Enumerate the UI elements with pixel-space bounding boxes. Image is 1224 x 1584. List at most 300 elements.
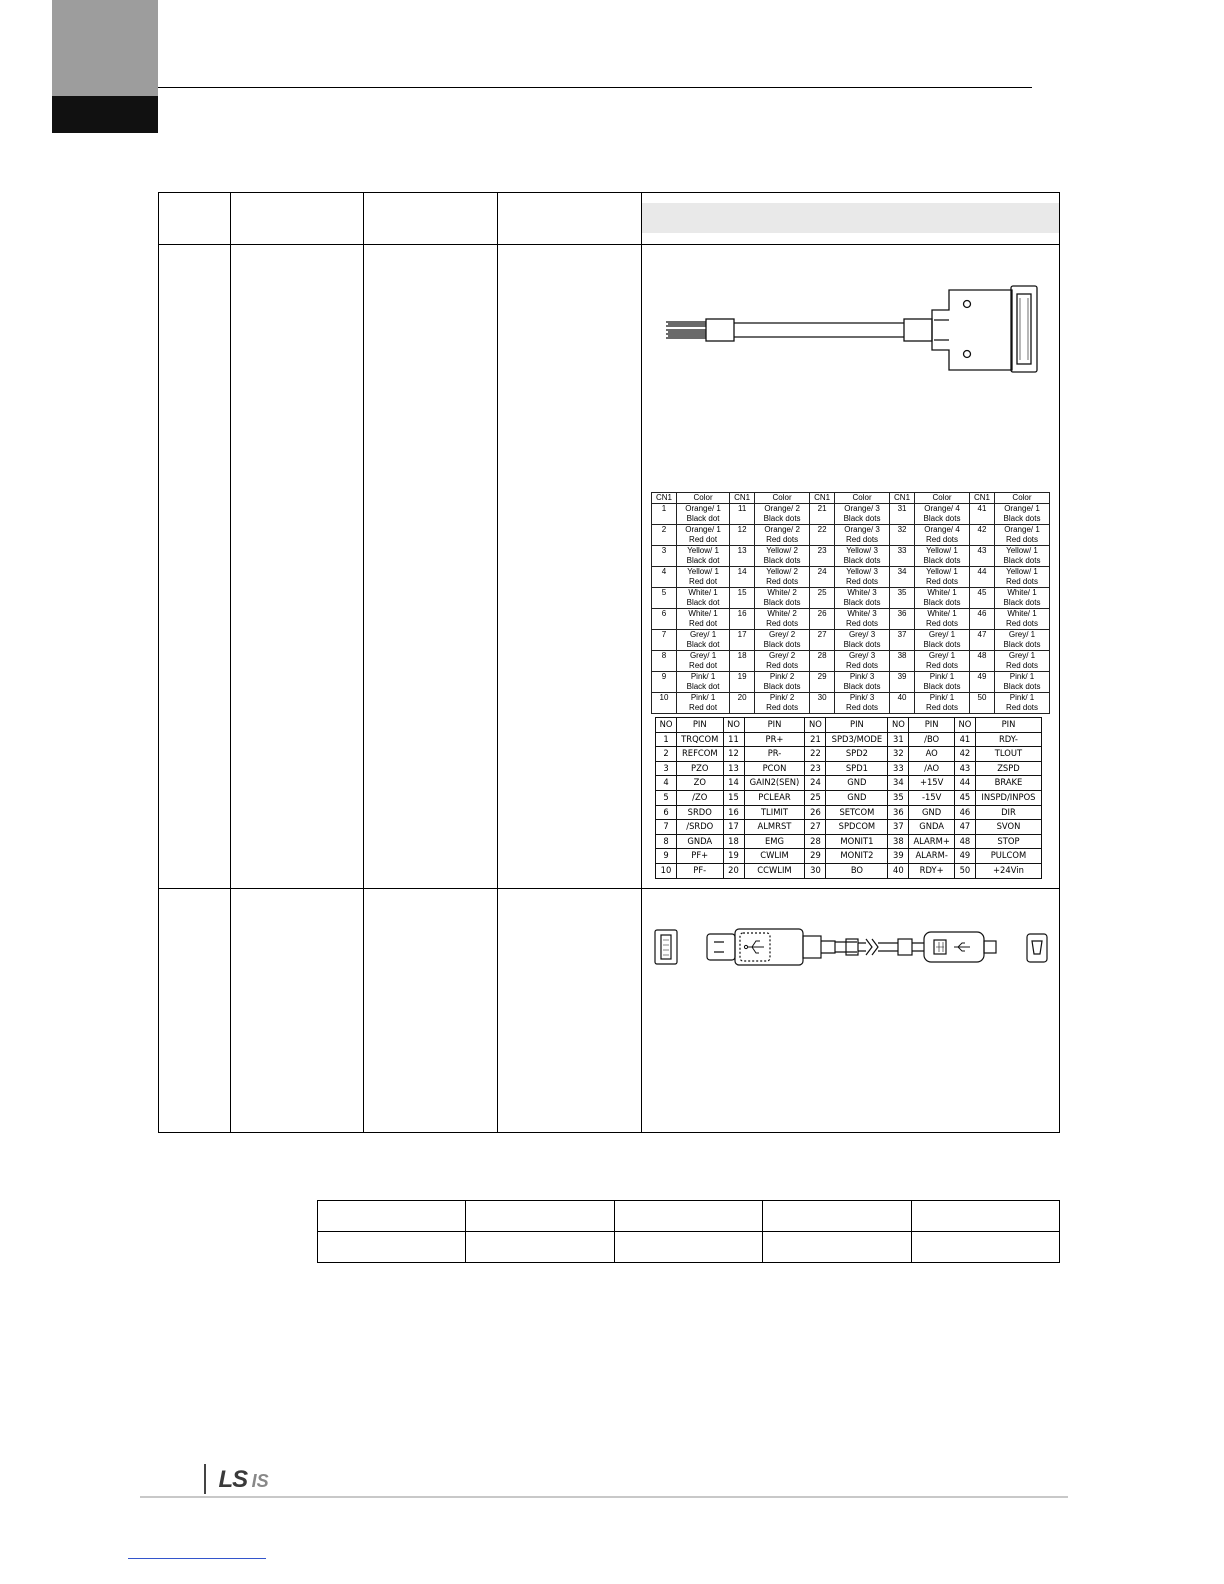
- color-name: Pink/ 2: [769, 693, 795, 702]
- pin-signal: SVON: [975, 820, 1041, 835]
- pin-number: 16: [730, 609, 755, 630]
- pin-number: 11: [730, 504, 755, 525]
- wire-color: [915, 546, 970, 567]
- pin-number: 22: [810, 525, 835, 546]
- pin-number: 3: [656, 761, 677, 776]
- logo-sub: IS: [251, 1471, 269, 1491]
- table-cell: [318, 1201, 466, 1232]
- pin-number: 25: [810, 588, 835, 609]
- pin-number: 23: [810, 546, 835, 567]
- table-cell: [318, 1232, 466, 1263]
- dot-marking: Red dots: [1005, 535, 1038, 544]
- pin-signal: GAIN2(SEN): [744, 776, 805, 791]
- pin-signal: -15V: [909, 790, 955, 805]
- pin-number: 9: [656, 849, 677, 864]
- column-header: Color: [677, 493, 730, 504]
- table-cell: [614, 1201, 762, 1232]
- table-row: [652, 672, 1050, 693]
- table-row: [656, 834, 1042, 849]
- pin-number: 18: [723, 834, 744, 849]
- pin-number: 34: [888, 776, 909, 791]
- column-header: Color: [835, 493, 890, 504]
- usb-icon: [744, 941, 764, 953]
- color-name: Pink/ 1: [690, 672, 716, 681]
- pin-signal: PCON: [744, 761, 805, 776]
- logo-main: LS: [218, 1466, 248, 1493]
- table-row: [652, 546, 1050, 567]
- wire-color: [915, 588, 970, 609]
- dot-marking: Red dots: [766, 619, 799, 628]
- wire-color: [915, 609, 970, 630]
- wire-color: [755, 672, 810, 693]
- dot-marking: Black dots: [923, 598, 961, 607]
- wire-color: [677, 525, 730, 546]
- column-header: CN1: [730, 493, 755, 504]
- color-name: Grey/ 2: [768, 651, 796, 660]
- column-divider: [641, 193, 642, 1132]
- wire-color: [994, 672, 1049, 693]
- pin-number: 50: [954, 863, 975, 878]
- pin-number: 38: [890, 651, 915, 672]
- pin-number: 19: [730, 672, 755, 693]
- pin-signal: PZO: [677, 761, 724, 776]
- wire-color: [677, 651, 730, 672]
- color-name: Grey/ 1: [1008, 651, 1036, 660]
- pin-number: 2: [652, 525, 677, 546]
- wire-color: [915, 651, 970, 672]
- table-cell: [466, 1232, 614, 1263]
- pin-signal: /AO: [909, 761, 955, 776]
- pin-number: 12: [723, 747, 744, 762]
- pin-number: 40: [890, 693, 915, 714]
- wire-color: [994, 693, 1049, 714]
- wire-color-table: [651, 492, 1050, 714]
- pin-number: 8: [656, 834, 677, 849]
- dot-marking: Red dot: [689, 619, 718, 628]
- dot-marking: Black dot: [686, 514, 720, 523]
- pin-signal: BO: [826, 863, 888, 878]
- pin-number: 40: [888, 863, 909, 878]
- table-row: [652, 504, 1050, 525]
- wire-color: [915, 504, 970, 525]
- column-header: PIN: [677, 718, 724, 733]
- table-row: [656, 747, 1042, 762]
- pin-number: 7: [656, 820, 677, 835]
- wire-color: [835, 546, 890, 567]
- pin-number: 27: [810, 630, 835, 651]
- usb-cable-drawing: [652, 926, 1052, 968]
- color-name: Grey/ 2: [768, 630, 796, 639]
- pin-number: 15: [730, 588, 755, 609]
- column-header: CN1: [969, 493, 994, 504]
- dot-marking: Red dots: [766, 577, 799, 586]
- wire-color: [835, 609, 890, 630]
- pin-number: 33: [888, 761, 909, 776]
- dot-marking: Red dots: [846, 703, 879, 712]
- column-header: Color: [755, 493, 810, 504]
- pin-number: 3: [652, 546, 677, 567]
- column-header: CN1: [810, 493, 835, 504]
- pin-signal: ALARM-: [909, 849, 955, 864]
- dot-marking: Red dots: [1005, 703, 1038, 712]
- table-cell: [911, 1201, 1059, 1232]
- dot-marking: Black dots: [843, 514, 881, 523]
- dot-marking: Red dots: [766, 661, 799, 670]
- pin-number: 21: [810, 504, 835, 525]
- pin-number: 48: [969, 651, 994, 672]
- color-name: Grey/ 1: [928, 651, 956, 660]
- column-header: Color: [915, 493, 970, 504]
- pin-number: 50: [969, 693, 994, 714]
- pin-number: 45: [969, 588, 994, 609]
- wire-color: [755, 630, 810, 651]
- dot-marking: Black dots: [763, 556, 801, 565]
- table-row: [652, 567, 1050, 588]
- pin-number: 6: [652, 609, 677, 630]
- wire-color: [677, 546, 730, 567]
- color-name: Pink/ 1: [1009, 693, 1035, 702]
- dot-marking: Black dots: [1003, 556, 1041, 565]
- dot-marking: Red dots: [925, 577, 959, 586]
- chapter-tab: [52, 0, 158, 96]
- column-header: PIN: [975, 718, 1041, 733]
- pin-number: 28: [805, 834, 826, 849]
- pin-signal: SPD3/MODE: [826, 732, 888, 747]
- wire-color: [835, 630, 890, 651]
- table-header-row: [656, 718, 1042, 733]
- color-name: Orange/ 1: [685, 525, 721, 534]
- color-name: Grey/ 3: [848, 651, 876, 660]
- pin-number: 43: [969, 546, 994, 567]
- pin-number: 26: [810, 609, 835, 630]
- wire-color: [677, 630, 730, 651]
- table-row: [656, 863, 1042, 878]
- dot-marking: Red dots: [846, 661, 879, 670]
- table-row: [656, 820, 1042, 835]
- color-name: Grey/ 1: [689, 630, 717, 639]
- table-row: [656, 776, 1042, 791]
- pin-signal: RDY-: [975, 732, 1041, 747]
- pin-number: 24: [805, 776, 826, 791]
- table-row: [656, 849, 1042, 864]
- dot-marking: Red dot: [689, 661, 718, 670]
- dot-marking: Black dots: [843, 682, 881, 691]
- pin-signal: GNDA: [909, 820, 955, 835]
- pin-signal: ALMRST: [744, 820, 805, 835]
- pin-number: 29: [805, 849, 826, 864]
- pin-number: 9: [652, 672, 677, 693]
- dot-marking: Black dots: [1003, 640, 1041, 649]
- wire-color: [915, 525, 970, 546]
- wire-color: [677, 588, 730, 609]
- color-name: Yellow/ 1: [926, 567, 958, 576]
- table-cell: [466, 1201, 614, 1232]
- column-header: PIN: [826, 718, 888, 733]
- pin-number: 24: [810, 567, 835, 588]
- pin-number: 32: [888, 747, 909, 762]
- pin-number: 41: [969, 504, 994, 525]
- dot-marking: Black dots: [843, 598, 881, 607]
- dot-marking: Black dot: [686, 640, 720, 649]
- pin-signal: ZO: [677, 776, 724, 791]
- color-name: Orange/ 2: [764, 504, 800, 513]
- pin-number: 33: [890, 546, 915, 567]
- wire-color: [994, 609, 1049, 630]
- wire-color: [755, 525, 810, 546]
- table-cell: [911, 1232, 1059, 1263]
- color-name: White/ 1: [1007, 609, 1037, 618]
- table-header-row: [652, 493, 1050, 504]
- pin-signal: SRDO: [677, 805, 724, 820]
- dot-marking: Black dots: [763, 682, 801, 691]
- pin-signal: BRAKE: [975, 776, 1041, 791]
- column-header: CN1: [652, 493, 677, 504]
- pin-signal: +24Vin: [975, 863, 1041, 878]
- pin-number: 42: [969, 525, 994, 546]
- pin-number: 18: [730, 651, 755, 672]
- pin-number: 8: [652, 651, 677, 672]
- pin-signal: REFCOM: [677, 747, 724, 762]
- wire-color: [994, 567, 1049, 588]
- wire-color: [915, 693, 970, 714]
- pin-number: 49: [954, 849, 975, 864]
- dot-marking: Black dots: [763, 514, 801, 523]
- pin-signal: SETCOM: [826, 805, 888, 820]
- table-cell: [763, 1232, 911, 1263]
- pin-signal: +15V: [909, 776, 955, 791]
- color-name: Orange/ 3: [844, 525, 880, 534]
- wire-color: [755, 609, 810, 630]
- pin-signal: STOP: [975, 834, 1041, 849]
- pin-number: 44: [969, 567, 994, 588]
- wire-color: [994, 588, 1049, 609]
- color-name: Grey/ 1: [1008, 630, 1036, 639]
- dot-marking: Red dot: [689, 535, 718, 544]
- table-row: [318, 1232, 1060, 1263]
- pin-number: 39: [888, 849, 909, 864]
- pin-number: 13: [723, 761, 744, 776]
- dot-marking: Black dot: [686, 556, 720, 565]
- dot-marking: Black dots: [923, 682, 961, 691]
- pin-number: 38: [888, 834, 909, 849]
- wire-color: [835, 693, 890, 714]
- pin-signal: ZSPD: [975, 761, 1041, 776]
- pin-signal: /SRDO: [677, 820, 724, 835]
- wire-color: [835, 588, 890, 609]
- dot-marking: Black dot: [686, 682, 720, 691]
- pin-number: 30: [805, 863, 826, 878]
- color-name: Orange/ 4: [924, 525, 960, 534]
- pin-signal: GND: [909, 805, 955, 820]
- dot-marking: Red dots: [925, 703, 959, 712]
- pin-number: 20: [730, 693, 755, 714]
- table-cell: [763, 1201, 911, 1232]
- pin-number: 47: [969, 630, 994, 651]
- column-header: PIN: [909, 718, 955, 733]
- dot-marking: Red dots: [766, 703, 799, 712]
- color-name: Pink/ 2: [769, 672, 795, 681]
- pin-number: 2: [656, 747, 677, 762]
- pin-signal: PR+: [744, 732, 805, 747]
- pin-number: 32: [890, 525, 915, 546]
- color-name: Pink/ 1: [1009, 672, 1035, 681]
- pin-number: 39: [890, 672, 915, 693]
- dot-marking: Red dots: [1005, 619, 1038, 628]
- wire-color: [835, 672, 890, 693]
- table-row: [652, 630, 1050, 651]
- table-row: [656, 761, 1042, 776]
- wire-color: [677, 609, 730, 630]
- wire-color: [755, 504, 810, 525]
- dot-marking: Red dots: [1005, 577, 1038, 586]
- footer-link[interactable]: [128, 1558, 266, 1559]
- pin-number: 7: [652, 630, 677, 651]
- pin-number: 37: [890, 630, 915, 651]
- wire-color: [677, 567, 730, 588]
- pin-number: 19: [723, 849, 744, 864]
- dot-marking: Red dots: [1005, 661, 1038, 670]
- pin-number: 23: [805, 761, 826, 776]
- pin-number: 31: [888, 732, 909, 747]
- dot-marking: Red dot: [689, 703, 718, 712]
- pin-number: 41: [954, 732, 975, 747]
- pin-signal: TLOUT: [975, 747, 1041, 762]
- wire-color: [994, 630, 1049, 651]
- pin-number: 28: [810, 651, 835, 672]
- color-name: White/ 2: [767, 588, 797, 597]
- color-name: Pink/ 3: [849, 693, 875, 702]
- pin-number: 36: [888, 805, 909, 820]
- color-name: Yellow/ 3: [846, 546, 878, 555]
- pin-signal: /BO: [909, 732, 955, 747]
- pin-number: 6: [656, 805, 677, 820]
- pin-signal: GND: [826, 776, 888, 791]
- table-row: [652, 588, 1050, 609]
- pin-number: 1: [652, 504, 677, 525]
- cn1-cable-drawing: [664, 282, 1044, 374]
- pin-number: 29: [810, 672, 835, 693]
- color-name: Yellow/ 1: [926, 546, 958, 555]
- pin-number: 42: [954, 747, 975, 762]
- pin-number: 20: [723, 863, 744, 878]
- wire-color: [755, 546, 810, 567]
- pin-number: 45: [954, 790, 975, 805]
- pin-number: 4: [656, 776, 677, 791]
- dot-marking: Red dots: [925, 661, 959, 670]
- pin-number: 35: [890, 588, 915, 609]
- color-name: Orange/ 1: [1004, 504, 1040, 513]
- dot-marking: Black dots: [923, 514, 961, 523]
- pin-number: 48: [954, 834, 975, 849]
- column-header: NO: [888, 718, 909, 733]
- pin-signal: PF-: [677, 863, 724, 878]
- color-name: Orange/ 1: [685, 504, 721, 513]
- pin-signal: DIR: [975, 805, 1041, 820]
- dot-marking: Red dot: [689, 577, 718, 586]
- color-name: Yellow/ 1: [687, 567, 719, 576]
- color-name: Yellow/ 1: [687, 546, 719, 555]
- color-name: White/ 1: [1007, 588, 1037, 597]
- dot-marking: Black dots: [843, 640, 881, 649]
- wire-color: [755, 651, 810, 672]
- column-divider: [363, 193, 364, 1132]
- pin-number: 4: [652, 567, 677, 588]
- pin-signal: SPD1: [826, 761, 888, 776]
- pin-number: 16: [723, 805, 744, 820]
- pin-number: 15: [723, 790, 744, 805]
- order-info-table: [317, 1200, 1060, 1263]
- wire-color: [835, 567, 890, 588]
- color-name: Orange/ 1: [1004, 525, 1040, 534]
- color-name: Yellow/ 1: [1006, 567, 1038, 576]
- table-row: [318, 1201, 1060, 1232]
- pin-number: 30: [810, 693, 835, 714]
- pin-number: 43: [954, 761, 975, 776]
- color-name: Orange/ 2: [764, 525, 800, 534]
- pin-signal: CCWLIM: [744, 863, 805, 878]
- wire-color: [915, 672, 970, 693]
- pin-signal: SPD2: [826, 747, 888, 762]
- table-row: [652, 609, 1050, 630]
- pin-number: 36: [890, 609, 915, 630]
- color-name: White/ 1: [927, 588, 957, 597]
- table-row: [656, 732, 1042, 747]
- wire-color: [677, 672, 730, 693]
- pin-number: 22: [805, 747, 826, 762]
- table-row: [652, 693, 1050, 714]
- color-name: White/ 3: [847, 609, 877, 618]
- pin-number: 46: [954, 805, 975, 820]
- dot-marking: Red dots: [925, 535, 959, 544]
- pin-number: 17: [730, 630, 755, 651]
- pin-number: 10: [652, 693, 677, 714]
- pin-number: 34: [890, 567, 915, 588]
- table-cell: [614, 1232, 762, 1263]
- pin-number: 37: [888, 820, 909, 835]
- color-name: Orange/ 4: [924, 504, 960, 513]
- color-name: Grey/ 1: [689, 651, 717, 660]
- wire-color: [755, 588, 810, 609]
- color-name: White/ 3: [847, 588, 877, 597]
- color-name: Pink/ 1: [929, 693, 955, 702]
- column-header: NO: [723, 718, 744, 733]
- wire-color: [915, 567, 970, 588]
- pin-number: 31: [890, 504, 915, 525]
- pin-signal: CWLIM: [744, 849, 805, 864]
- wire-color: [835, 504, 890, 525]
- pin-number: 17: [723, 820, 744, 835]
- pin-signal: PCLEAR: [744, 790, 805, 805]
- pin-number: 1: [656, 732, 677, 747]
- pin-number: 27: [805, 820, 826, 835]
- pin-signal: /ZO: [677, 790, 724, 805]
- column-header: NO: [954, 718, 975, 733]
- row-divider: [159, 244, 1059, 245]
- dot-marking: Black dots: [763, 598, 801, 607]
- wire-color: [677, 693, 730, 714]
- color-name: Pink/ 1: [929, 672, 955, 681]
- wire-color: [755, 567, 810, 588]
- pin-signal: EMG: [744, 834, 805, 849]
- color-name: Orange/ 3: [844, 504, 880, 513]
- pin-number: 25: [805, 790, 826, 805]
- wire-color: [994, 546, 1049, 567]
- pin-number: 12: [730, 525, 755, 546]
- dot-marking: Black dots: [923, 640, 961, 649]
- color-name: White/ 1: [688, 588, 718, 597]
- pin-signal: GND: [826, 790, 888, 805]
- dot-marking: Black dots: [763, 640, 801, 649]
